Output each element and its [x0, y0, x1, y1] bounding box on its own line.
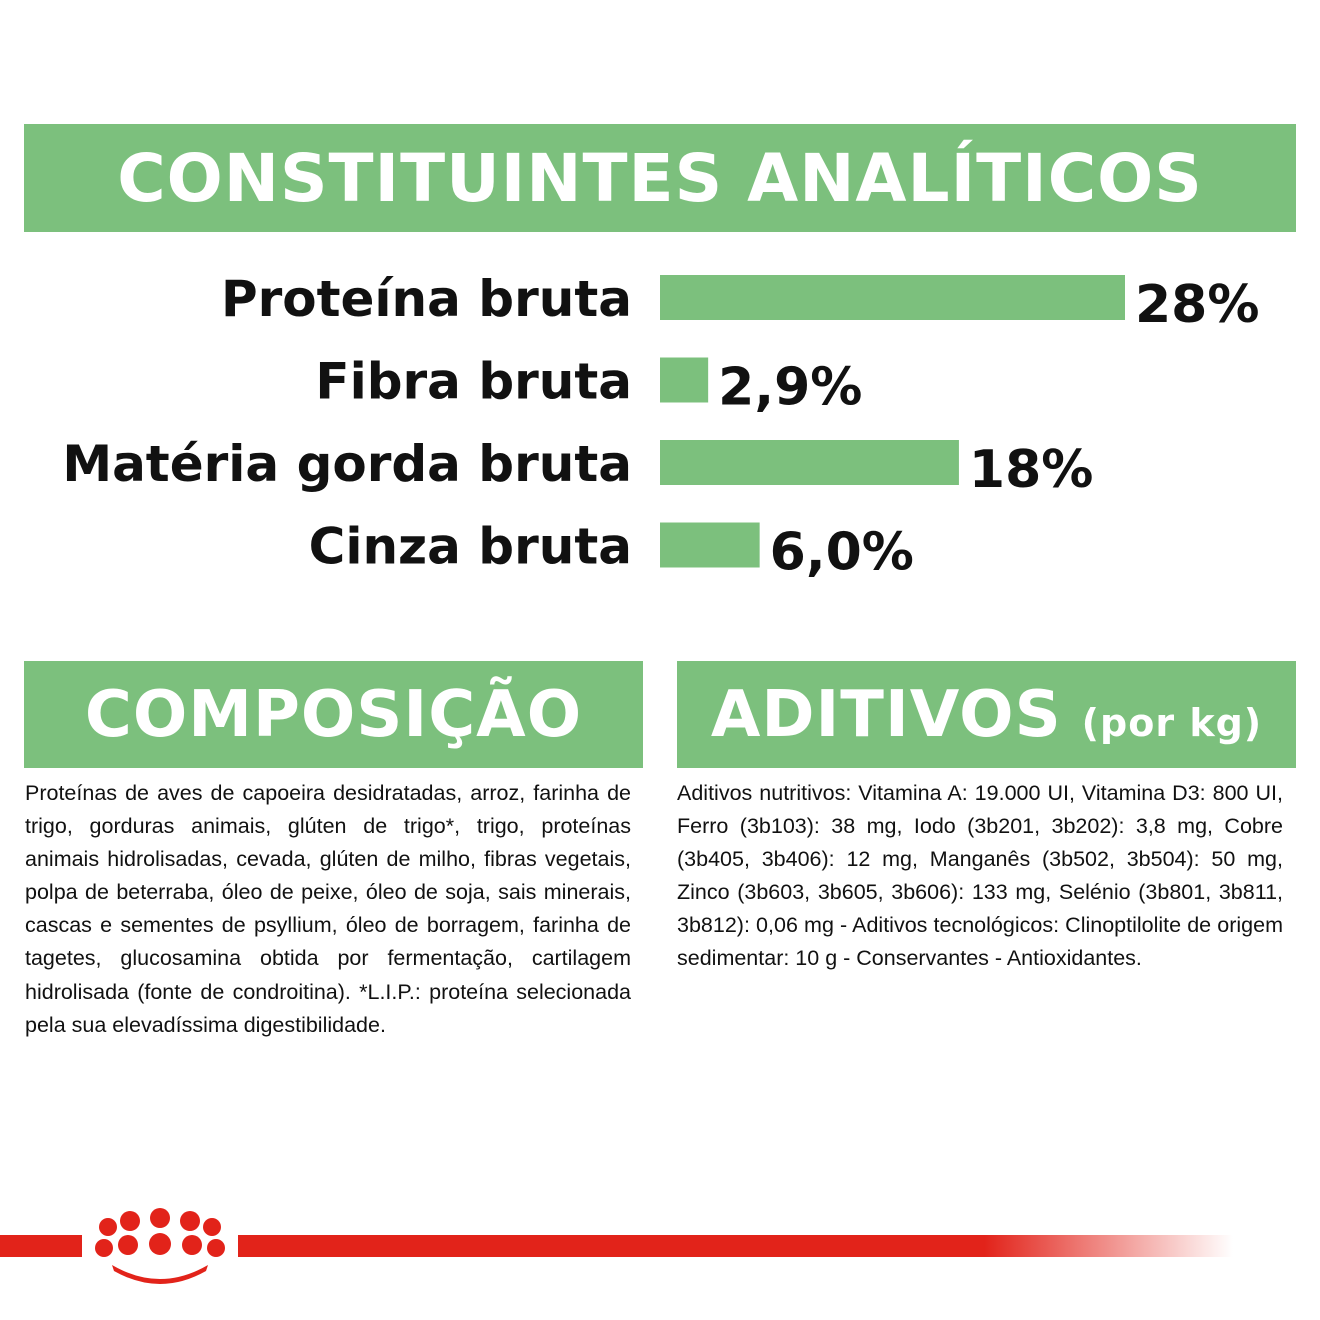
- value-label: 18%: [968, 440, 1094, 500]
- category-label: Cinza bruta: [308, 517, 632, 576]
- brand-footer: [0, 1205, 1320, 1285]
- composition-text: Proteínas de aves de capoeira desidratadas, arroz, farinha de trigo, gorduras animais, glúten de trigo*, trigo, proteínas animais hidrolisadas, cevada, glúten de milho, fibras vegetais, polpa de beterraba, óleo de peixe, óleo de soja, sais minerais, cascas e sementes de psyllium, óleo de borragem, farinha de tagetes, glucosamina obtida por fermentação, cartilagem hidrolisada (fonte de condroitina). *L.I.P.: proteína selecionada pela sua elevadíssima digestibilidade.: [25, 781, 631, 1037]
- analytical-constituents-title: CONSTITUINTES ANALÍTICOS: [117, 139, 1203, 217]
- composition-title: COMPOSIÇÃO: [84, 677, 583, 752]
- value-label: 2,9%: [718, 357, 863, 418]
- royal-canin-crown-icon: [95, 1208, 225, 1284]
- bar: [660, 275, 1125, 320]
- analytical-constituents-chart: [0, 250, 1320, 610]
- bar: [660, 358, 708, 403]
- additives-banner: [677, 661, 1296, 768]
- bar: [660, 440, 959, 485]
- additives-text: Aditivos nutritivos: Vitamina A: 19.000 UI, Vitamina D3: 800 UI, Ferro (3b103): 38 mg, Iodo (3b201, 3b202): 3,8 mg, Cobre (3b405, 3b406): 12 mg, Manganês (3b502, 3b504): 50 mg, Zinco (3b603, 3b605, 3b606): 133 mg, Selénio (3b801, 3b811, 3b812): 0,06 mg - Aditivos tecnológicos: Clinoptilolite de origem sedimentar: 10 g - Conservantes - Antioxidantes.: [677, 781, 1283, 971]
- footer-red-line-right: [238, 1235, 1233, 1257]
- bar: [660, 523, 760, 568]
- value-label: 6,0%: [769, 522, 914, 583]
- footer-red-line-left: [0, 1235, 82, 1257]
- category-label: Matéria gorda bruta: [62, 435, 632, 493]
- value-label: 28%: [1135, 275, 1260, 335]
- additives-unit: (por kg): [1081, 700, 1263, 745]
- category-label: Proteína bruta: [220, 270, 632, 328]
- composition-banner: [24, 661, 643, 768]
- additives-title: ADITIVOS: [710, 677, 1062, 752]
- category-label: Fibra bruta: [315, 352, 632, 411]
- analytical-constituents-banner: [24, 124, 1296, 232]
